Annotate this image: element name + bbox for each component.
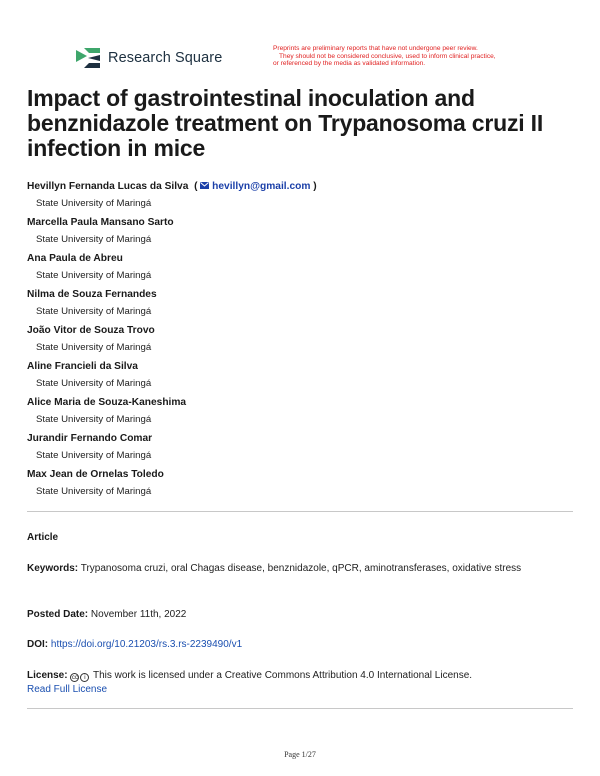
- divider: [27, 511, 573, 512]
- attribution-icon: i: [80, 673, 89, 682]
- divider: [27, 708, 573, 709]
- posted-date-label: Posted Date:: [27, 609, 89, 620]
- logo-text: Research Square: [108, 50, 223, 66]
- notice-line: Preprints are preliminary reports that have not undergone peer review.: [273, 45, 478, 52]
- license-text: This work is licensed under a Creative Commons Attribution 4.0 International License.: [92, 670, 473, 681]
- doi-label: DOI:: [27, 639, 49, 650]
- creative-commons-icon: cc: [71, 675, 78, 681]
- research-square-logo-icon: [75, 47, 101, 69]
- author-affiliation: State University of Maringá: [36, 378, 152, 389]
- author-affiliation: State University of Maringá: [36, 270, 152, 281]
- paper-title: Impact of gastrointestinal inoculation and benznidazole treatment on Trypanosoma cruzi II infection in mice: [27, 85, 544, 161]
- author-affiliation: State University of Maringá: [36, 486, 152, 497]
- author-name: João Vitor de Souza Trovo: [27, 325, 155, 336]
- author-affiliation: State University of Maringá: [36, 306, 152, 317]
- author-entry: [27, 396, 567, 432]
- author-entry: [27, 180, 567, 216]
- keywords-label: Keywords:: [27, 563, 79, 574]
- author-entry: [27, 324, 567, 360]
- posted-date-value: November 11th, 2022: [90, 609, 187, 620]
- author-name: Ana Paula de Abreu: [27, 253, 123, 264]
- author-entry: [27, 468, 567, 504]
- author-affiliation: State University of Maringá: [36, 450, 152, 461]
- author-name: Hevillyn Fernanda Lucas da Silva: [27, 181, 189, 192]
- page-number: Page 1/27: [284, 750, 316, 759]
- author-affiliation: State University of Maringá: [36, 342, 152, 353]
- author-entry: [27, 288, 567, 324]
- author-name: Marcella Paula Mansano Sarto: [27, 217, 174, 228]
- research-square-logo[interactable]: [75, 47, 222, 69]
- author-email: ( hevillyn@gmail.com ): [194, 181, 317, 192]
- author-list: [27, 180, 567, 504]
- author-name: Alice Maria de Souza-Kaneshima: [27, 397, 187, 408]
- license-label: License:: [27, 670, 68, 681]
- notice-line: They should not be considered conclusive, used to inform clinical practice,: [279, 52, 496, 60]
- author-entry: [27, 432, 567, 468]
- author-entry: [27, 252, 567, 288]
- author-name: Jurandir Fernando Comar: [27, 433, 153, 444]
- notice-line: or referenced by the media as validated information.: [273, 60, 426, 67]
- doi: [27, 638, 573, 652]
- license: [27, 669, 573, 697]
- preprint-notice: [273, 45, 563, 68]
- article-type: Article: [27, 532, 59, 543]
- author-name: Aline Francieli da Silva: [27, 361, 138, 372]
- author-entry: [27, 216, 567, 252]
- posted-date: [27, 608, 573, 622]
- author-name: Nilma de Souza Fernandes: [27, 289, 157, 300]
- author-affiliation: State University of Maringá: [36, 198, 152, 209]
- email-link[interactable]: hevillyn@gmail.com: [212, 181, 311, 192]
- author-entry: [27, 360, 567, 396]
- author-affiliation: State University of Maringá: [36, 234, 152, 245]
- envelope-icon: [200, 182, 209, 189]
- author-name: Max Jean de Ornelas Toledo: [27, 469, 164, 480]
- read-full-license-link[interactable]: Read Full License: [27, 684, 108, 695]
- doi-link[interactable]: https://doi.org/10.21203/rs.3.rs-2239490/v1: [50, 639, 243, 650]
- keywords-value: Trypanosoma cruzi, oral Chagas disease, benznidazole, qPCR, aminotransferases, oxidative stress: [80, 563, 522, 574]
- keywords: [27, 562, 573, 576]
- author-affiliation: State University of Maringá: [36, 414, 152, 425]
